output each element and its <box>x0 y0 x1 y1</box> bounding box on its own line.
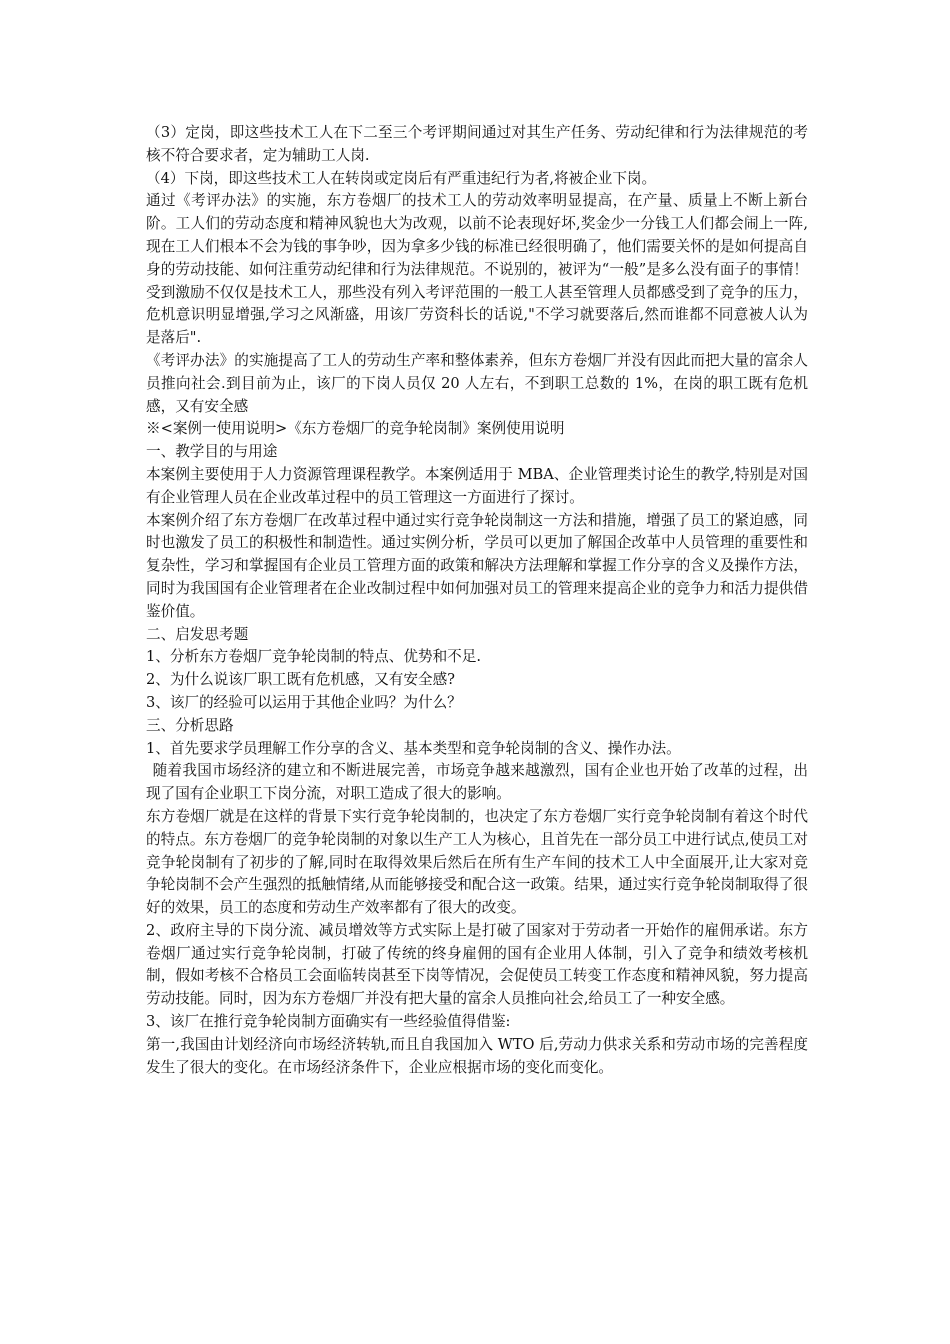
section-heading-analysis: 三、分析思路 <box>146 716 234 734</box>
paragraph-dinggang: （3）定岗，即这些技术工人在下二至三个考评期间通过对其生产任务、劳动纪律和行为法律规范的考核不符合要求者，定为辅助工人岗. <box>146 124 808 164</box>
question-item-2: 2、为什么说该厂职工既有危机感，又有安全感? <box>146 671 455 689</box>
paragraph-course-usage: 本案例主要使用于人力资源管理课程教学。本案例适用于 MBA、企业管理类讨论生的教学,特别是对国有企业管理人员在企业改革过程中的员工管理这一方面进行了探讨。 <box>146 465 808 506</box>
paragraph-xiagang: （4）下岗，即这些技术工人在转岗或定岗后有严重违纪行为者,将被企业下岗。 <box>146 169 657 187</box>
document-page <box>146 122 808 1079</box>
paragraph-implementation-effects: 通过《考评办法》的实施，东方卷烟厂的技术工人的劳动效率明显提高，在产量、质量上不断上新台阶。工人们的劳动态度和精神风貌也大为改观，以前不论表现好坏,奖金少一分钱工人们都会闹上一阵,现在工人们根本不会为钱的事争吵，因为拿多少钱的标准已经很明确了，他们需要关怀的是如何提高自身的劳动技能、如何注重劳动纪律和行为法律规范。不说别的，被评为“一般”是多么没有面子的事情！受到激励不仅仅是技术工人，那些没有列入考评范围的一般工人甚至管理人员都感受到了竞争的压力，危机意识明显增强,学习之风渐盛，用该厂劳资科长的话说,"不学习就要落后,然而谁都不同意被人认为是落后". <box>146 192 808 347</box>
analysis-item-2: 2、政府主导的下岗分流、减员增效等方式实际上是打破了国家对于劳动者一开始作的雇佣承诺。东方卷烟厂通过实行竞争轮岗制，打破了传统的终身雇佣的国有企业用人体制，引入了竞争和绩效考核机制，假如考核不合格员工会面临转岗甚至下岗等情况，会促使员工转变工作态度和精神风貌，努力提高劳动技能。同时，因为东方卷烟厂并没有把大量的富余人员推向社会,给员工了一种安全感。 <box>146 921 808 1008</box>
analysis-item-3: 3、该厂在推行竞争轮岗制方面确实有一些经验值得借鉴: <box>146 1013 511 1031</box>
question-item-3: 3、该厂的经验可以运用于其他企业吗？为什么？ <box>146 693 462 711</box>
paragraph-productivity-summary: 《考评办法》的实施提高了工人的劳动生产率和整体素养，但东方卷烟厂并没有因此而把大量的富余人员推向社会.到目前为止，该厂的下岗人员仅 20 人左右，不到职工总数的 1%，在岗的职工既有危机感，又有安全感 <box>146 351 808 415</box>
section-heading-questions: 二、启发思考题 <box>146 625 249 643</box>
paragraph-rotation-background: 东方卷烟厂就是在这样的背景下实行竞争轮岗制的，也决定了东方卷烟厂实行竞争轮岗制有着这个时代的特点。东方卷烟厂的竞争轮岗制的对象以生产工人为核心，且首先在一部分员工中进行试点,使员工对竞争轮岗制有了初步的了解,同时在取得效果后然后在所有生产车间的技术工人中全面展开,让大家对竞争轮岗制不会产生强烈的抵触情绪,从而能够接受和配合这一政策。结果，通过实行竞争轮岗制取得了很好的效果，员工的态度和劳动生产效率都有了很大的改变。 <box>146 807 808 917</box>
paragraph-case-introduction: 本案例介绍了东方卷烟厂在改革过程中通过实行竞争轮岗制这一方法和措施，增强了员工的紧迫感，同时也激发了员工的积极性和制造性。通过实例分析，学员可以更加了解国企改革中人员管理的重要性和复杂性，学习和掌握国有企业员工管理方面的政策和解决方法理解和掌握工作分享的含义及操作方法，同时为我国国有企业管理者在企业改制过程中如何加强对员工的管理来提高企业的竞争力和活力提供借鉴价值。 <box>146 511 808 620</box>
analysis-item-1: 1、首先要求学员理解工作分享的含义、基本类型和竞争轮岗制的含义、操作办法。 <box>146 739 681 757</box>
question-item-1: 1、分析东方卷烟厂竞争轮岗制的特点、优势和不足. <box>146 648 481 666</box>
case-usage-heading: ※<案例一使用说明>《东方卷烟厂的竞争轮岗制》案例使用说明 <box>146 420 565 438</box>
paragraph-first-point: 第一,我国由计划经济向市场经济转轨,而且自我国加入 WTO 后,劳动力供求关系和劳动市场的完善程度发生了很大的变化。在市场经济条件下，企业应根据市场的变化而变化。 <box>146 1035 808 1076</box>
paragraph-market-background: 随着我国市场经济的建立和不断进展完善，市场竞争越来越激烈，国有企业也开始了改革的过程，出现了国有企业职工下岗分流，对职工造成了很大的影响。 <box>146 762 808 803</box>
section-heading-teaching-purpose: 一、教学目的与用途 <box>146 443 278 461</box>
